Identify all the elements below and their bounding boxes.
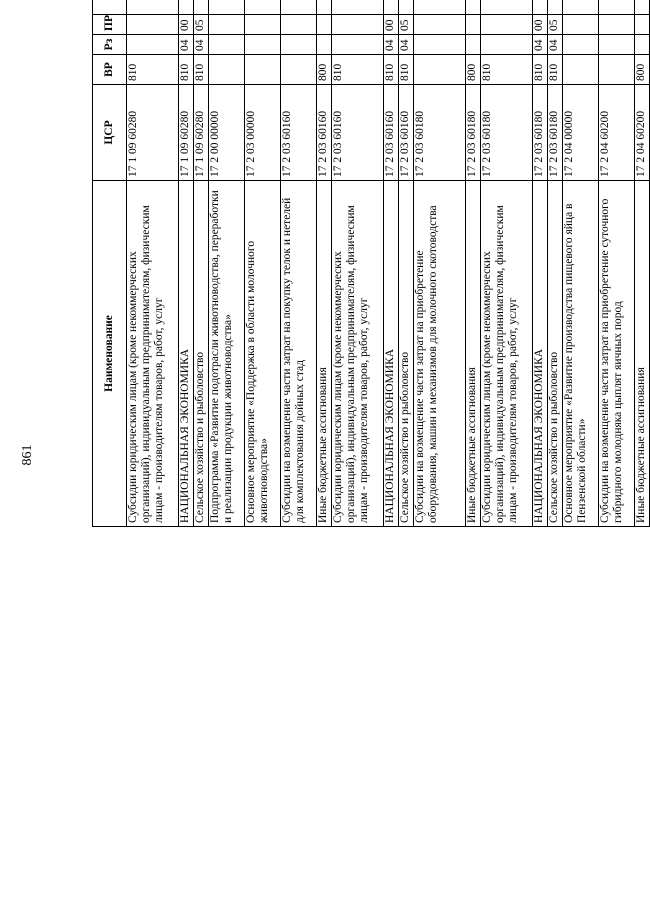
cell-rz (127, 35, 179, 55)
cell-rz (414, 35, 466, 55)
cell-pr (127, 15, 179, 35)
cell-2018 (399, 0, 414, 15)
page-number: 861 (20, 444, 35, 466)
cell-rz (209, 35, 245, 55)
table-row (635, 0, 650, 527)
header-row (93, 0, 127, 527)
table-row (548, 0, 563, 527)
cell-name: Иные бюджетные ассигнования (466, 181, 481, 527)
cell-rz (245, 35, 281, 55)
cell-2018 (599, 0, 635, 15)
table-row (466, 0, 481, 527)
cell-name: Субсидии юридическим лицам (кроме некоммерческих организаций), индивидуальным предпринимателям, физическим лицам - производителям товаров, работ, услуг (481, 181, 533, 527)
cell-2018 (179, 0, 194, 15)
cell-rz: 04 (533, 35, 548, 55)
cell-pr: 00 (179, 15, 194, 35)
cell-csr: 17 2 03 60180 (466, 85, 481, 181)
table-row (384, 0, 399, 527)
cell-name: Иные бюджетные ассигнования (317, 181, 332, 527)
cell-csr: 17 2 03 60180 (548, 85, 563, 181)
cell-pr: 00 (533, 15, 548, 35)
cell-name: НАЦИОНАЛЬНАЯ ЭКОНОМИКА (384, 181, 399, 527)
cell-vr: 810 (548, 55, 563, 85)
cell-name: Сельское хозяйство и рыболовство (194, 181, 209, 527)
cell-pr (635, 15, 650, 35)
cell-csr: 17 2 03 60160 (399, 85, 414, 181)
cell-2018 (245, 0, 281, 15)
cell-2018 (533, 0, 548, 15)
table-row (481, 0, 533, 527)
cell-rz: 04 (548, 35, 563, 55)
header-vr: ВР (93, 55, 127, 85)
cell-vr: 810 (194, 55, 209, 85)
cell-2018 (414, 0, 466, 15)
cell-vr (599, 55, 635, 85)
table-row (281, 0, 317, 527)
cell-csr: 17 2 00 00000 (209, 85, 245, 181)
cell-pr (466, 15, 481, 35)
table-row (245, 0, 281, 527)
header-name: Наименование (93, 181, 127, 527)
cell-2018 (317, 0, 332, 15)
header-2018 (93, 0, 127, 15)
table-row (127, 0, 179, 527)
cell-csr: 17 1 09 60280 (127, 85, 179, 181)
table-row (599, 0, 635, 527)
table-row (317, 0, 332, 527)
cell-rz (563, 35, 599, 55)
cell-pr (563, 15, 599, 35)
cell-name: Субсидии юридическим лицам (кроме некоммерческих организаций), индивидуальным предпринимателям, физическим лицам - производителям товаров, работ, услуг (127, 181, 179, 527)
cell-vr: 810 (384, 55, 399, 85)
table-row (332, 0, 384, 527)
cell-pr (209, 15, 245, 35)
cell-pr (245, 15, 281, 35)
cell-rz (332, 35, 384, 55)
cell-csr: 17 2 04 60200 (599, 85, 635, 181)
cell-name: Основное мероприятие «Поддержка в области молочного животноводства» (245, 181, 281, 527)
cell-2018 (635, 0, 650, 15)
header-pr: ПР (93, 15, 127, 35)
cell-vr: 810 (179, 55, 194, 85)
cell-name: Субсидии на возмещение части затрат на приобретение суточного гибридного молодняка цыплят яичных пород (599, 181, 635, 527)
cell-vr (563, 55, 599, 85)
cell-name: Субсидии на возмещение части затрат на приобретение оборудования, машин и механизмов для молочного скотоводства (414, 181, 466, 527)
cell-2018 (548, 0, 563, 15)
cell-vr (281, 55, 317, 85)
cell-pr (481, 15, 533, 35)
table-row (179, 0, 194, 527)
cell-csr: 17 2 03 60180 (533, 85, 548, 181)
cell-rz (635, 35, 650, 55)
cell-pr: 00 (384, 15, 399, 35)
cell-rz (281, 35, 317, 55)
cell-2018 (384, 0, 399, 15)
cell-name: Субсидии на возмещение части затрат на покупку телок и нетелей для комплектования дойных стад (281, 181, 317, 527)
table-row (533, 0, 548, 527)
cell-vr: 810 (481, 55, 533, 85)
cell-rz: 04 (384, 35, 399, 55)
cell-csr: 17 2 03 60160 (317, 85, 332, 181)
cell-pr: 05 (194, 15, 209, 35)
cell-pr (599, 15, 635, 35)
table-row (194, 0, 209, 527)
cell-vr: 800 (317, 55, 332, 85)
cell-pr (414, 15, 466, 35)
rotated-table-area (92, 15, 647, 860)
cell-csr: 17 2 03 60180 (414, 85, 466, 181)
cell-csr: 17 2 03 00000 (245, 85, 281, 181)
cell-rz (317, 35, 332, 55)
cell-csr: 17 2 03 60160 (332, 85, 384, 181)
cell-name: НАЦИОНАЛЬНАЯ ЭКОНОМИКА (179, 181, 194, 527)
cell-rz (599, 35, 635, 55)
cell-csr: 17 2 04 60200 (635, 85, 650, 181)
header-rz: Рз (93, 35, 127, 55)
cell-2018 (281, 0, 317, 15)
cell-name: Сельское хозяйство и рыболовство (548, 181, 563, 527)
cell-2018 (194, 0, 209, 15)
cell-vr (209, 55, 245, 85)
cell-vr: 800 (466, 55, 481, 85)
cell-csr: 17 1 09 60280 (179, 85, 194, 181)
cell-pr: 05 (399, 15, 414, 35)
cell-name: Субсидии юридическим лицам (кроме некоммерческих организаций), индивидуальным предпринимателям, физическим лицам - производителям товаров, работ, услуг (332, 181, 384, 527)
cell-2018 (127, 0, 179, 15)
cell-rz: 04 (179, 35, 194, 55)
cell-name: Иные бюджетные ассигнования (635, 181, 650, 527)
header-csr: ЦСР (93, 85, 127, 181)
cell-pr (317, 15, 332, 35)
cell-2018 (332, 0, 384, 15)
cell-vr (414, 55, 466, 85)
cell-csr: 17 2 04 00000 (563, 85, 599, 181)
cell-2018 (209, 0, 245, 15)
cell-name: Подпрограмма «Развитие подотрасли животноводства, переработки и реализации продукции животноводства» (209, 181, 245, 527)
cell-csr: 17 2 03 60180 (481, 85, 533, 181)
cell-rz (481, 35, 533, 55)
table-row (399, 0, 414, 527)
cell-vr: 810 (533, 55, 548, 85)
cell-name: НАЦИОНАЛЬНАЯ ЭКОНОМИКА (533, 181, 548, 527)
cell-pr: 05 (548, 15, 563, 35)
cell-name: Основное мероприятие «Развитие производства пищевого яйца в Пензенской области» (563, 181, 599, 527)
cell-rz (466, 35, 481, 55)
cell-name: Сельское хозяйство и рыболовство (399, 181, 414, 527)
cell-csr: 17 1 09 60280 (194, 85, 209, 181)
cell-rz: 04 (399, 35, 414, 55)
cell-pr (332, 15, 384, 35)
cell-2018 (481, 0, 533, 15)
cell-2018 (466, 0, 481, 15)
cell-vr: 810 (399, 55, 414, 85)
cell-csr: 17 2 03 60160 (384, 85, 399, 181)
table-row (414, 0, 466, 527)
cell-pr (281, 15, 317, 35)
table-row (209, 0, 245, 527)
cell-rz: 04 (194, 35, 209, 55)
table-row (563, 0, 599, 527)
budget-table (92, 0, 650, 527)
cell-2018 (563, 0, 599, 15)
cell-vr: 800 (635, 55, 650, 85)
cell-vr (245, 55, 281, 85)
cell-csr: 17 2 03 60160 (281, 85, 317, 181)
cell-vr: 810 (332, 55, 384, 85)
cell-vr: 810 (127, 55, 179, 85)
